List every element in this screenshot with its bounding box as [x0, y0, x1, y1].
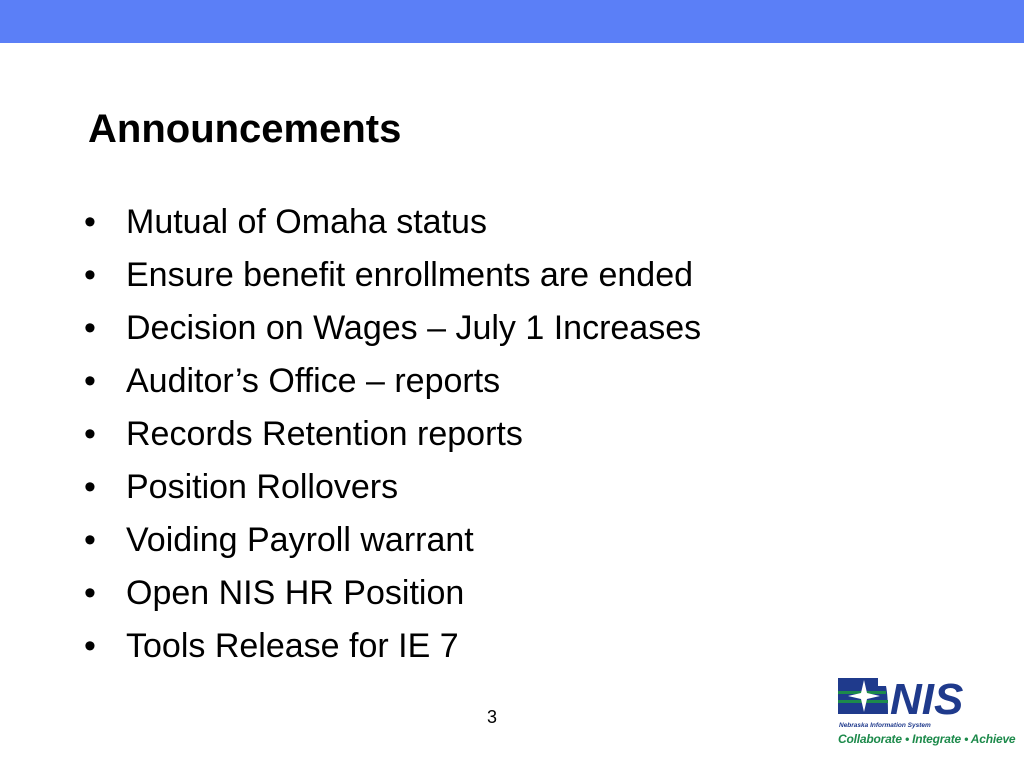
slide-title: Announcements	[88, 107, 402, 151]
logo-tagline: Collaborate • Integrate • Achieve	[838, 732, 1016, 746]
page-number: 3	[486, 707, 497, 727]
logo-subtitle: Nebraska Information System	[839, 722, 931, 729]
top-accent-bar	[0, 0, 1024, 43]
list-item-text: Position Rollovers	[126, 468, 399, 506]
logo-wordmark: NIS	[890, 675, 964, 724]
bullet-icon: •	[84, 627, 96, 665]
list-item-text: Open NIS HR Position	[126, 574, 465, 612]
bullet-icon: •	[84, 521, 96, 559]
bullet-icon: •	[84, 468, 96, 506]
list-item-text: Mutual of Omaha status	[126, 203, 487, 241]
nebraska-map-icon	[838, 678, 888, 714]
bullet-icon: •	[84, 203, 96, 241]
bullet-icon: •	[84, 309, 96, 347]
list-item-text: Auditor’s Office – reports	[126, 362, 501, 400]
bullet-icon: •	[84, 415, 96, 453]
list-item-text: Records Retention reports	[126, 415, 523, 453]
list-item-text: Voiding Payroll warrant	[126, 521, 474, 559]
bullet-icon: •	[84, 574, 96, 612]
list-item-text: Decision on Wages – July 1 Increases	[126, 309, 702, 347]
bullet-icon: •	[84, 256, 96, 294]
bullet-icon: •	[84, 362, 96, 400]
nis-logo	[836, 674, 1016, 752]
nis-logo-mark	[836, 674, 990, 732]
list-item-text: Tools Release for IE 7	[126, 627, 459, 665]
list-item-text: Ensure benefit enrollments are ended	[126, 256, 694, 294]
